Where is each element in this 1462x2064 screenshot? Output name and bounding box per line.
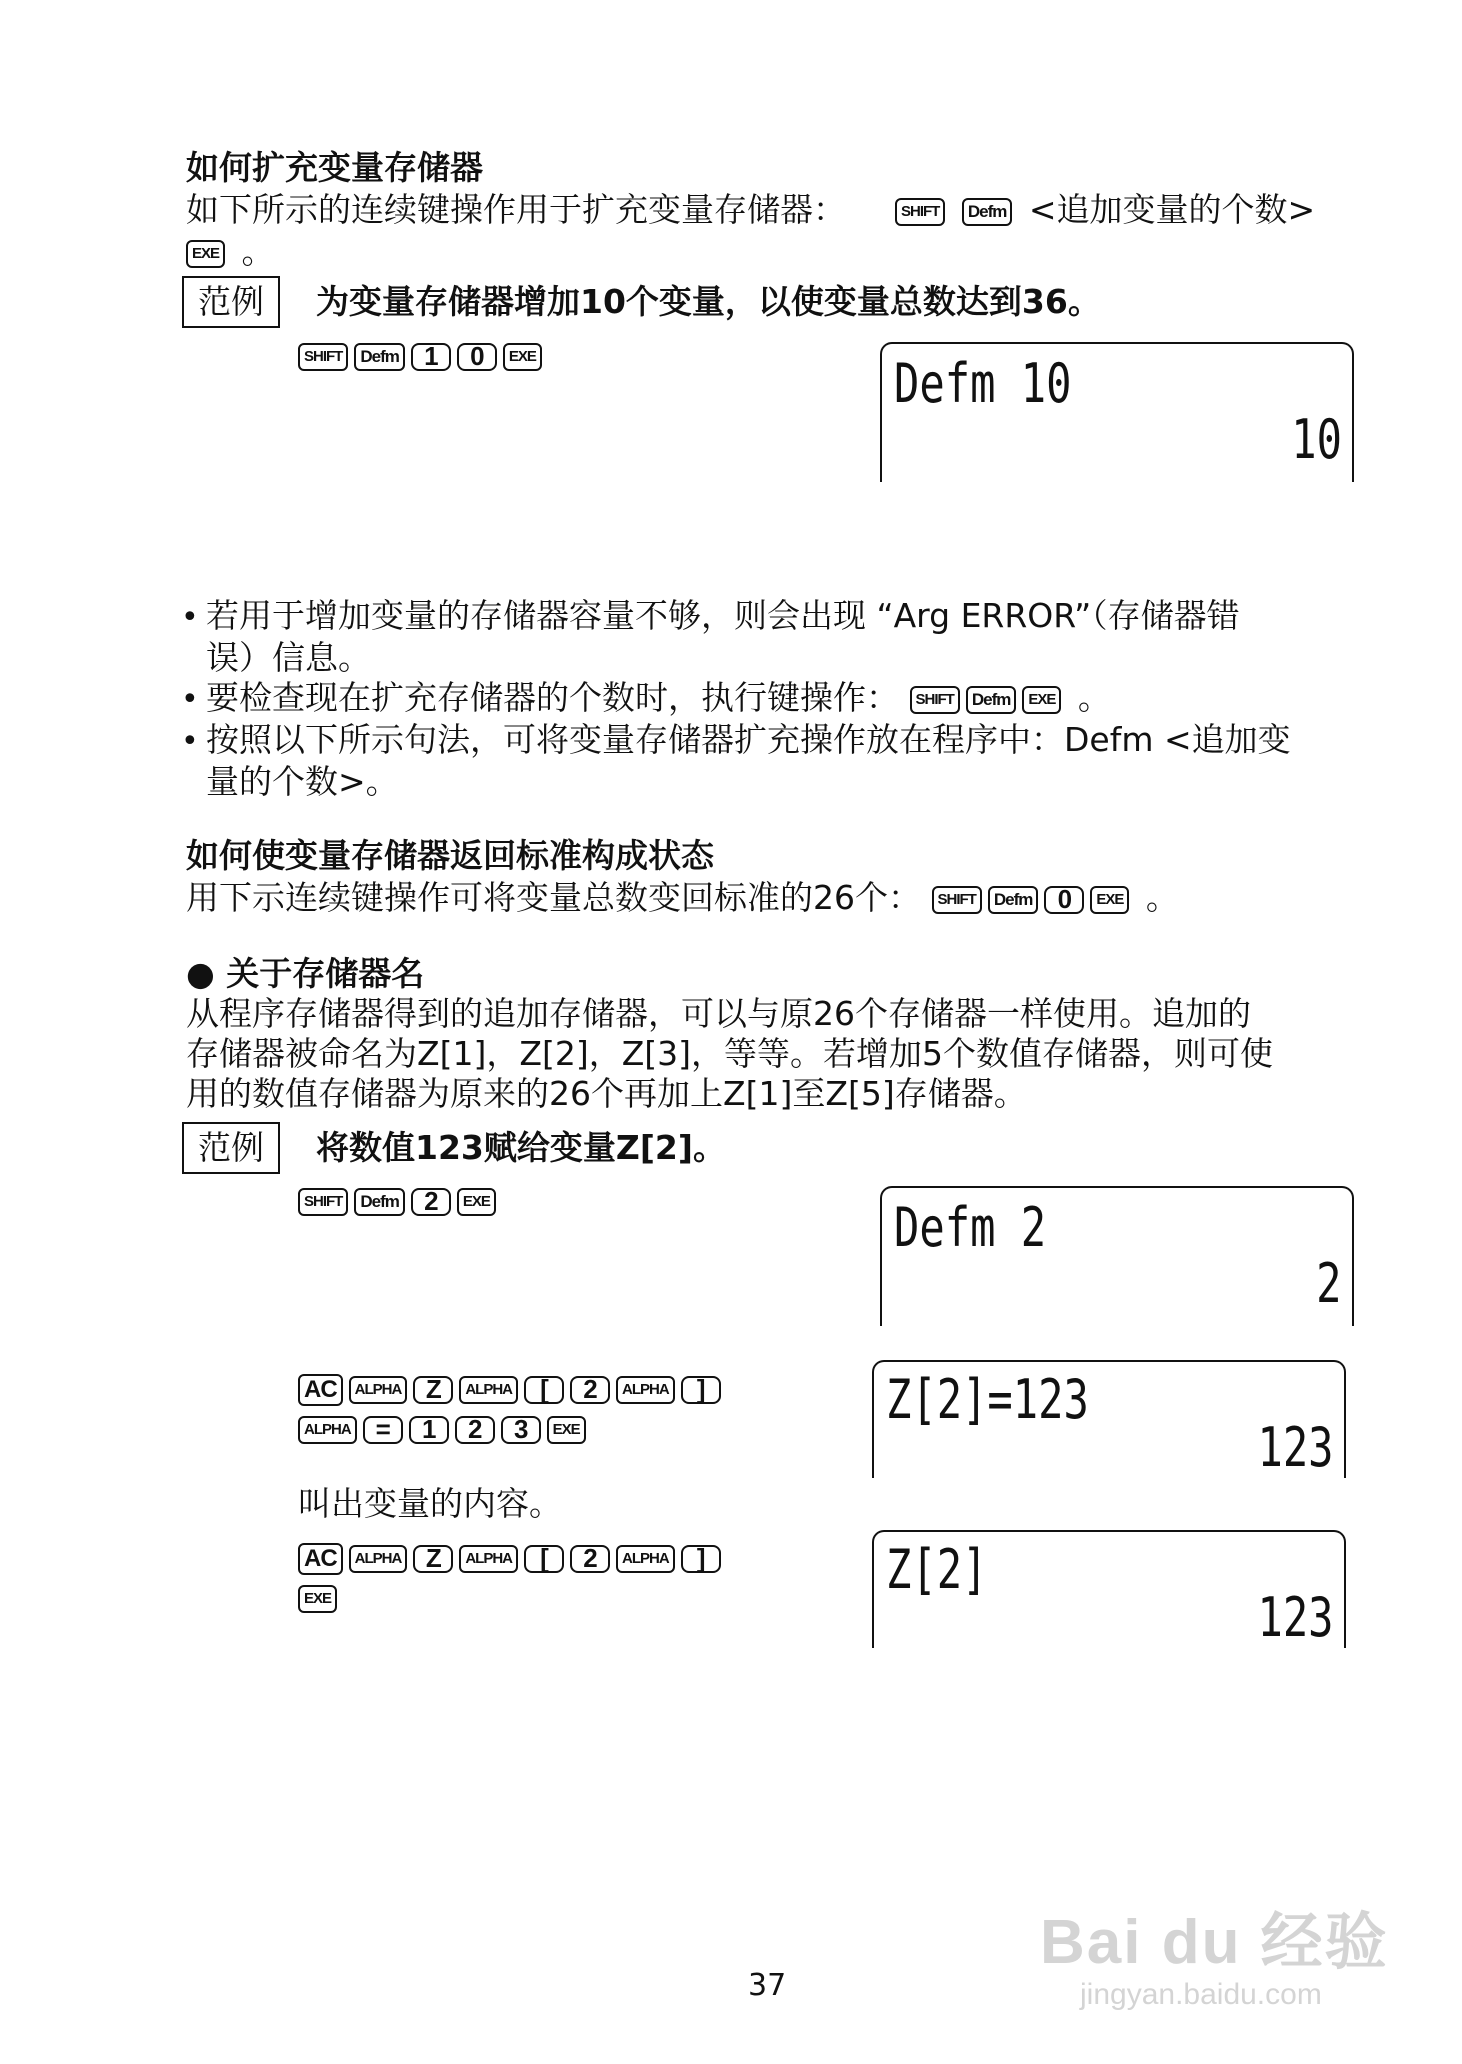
watermark-url: jingyan.baidu.com xyxy=(1080,1978,1322,2011)
display-input-line: Z[2]=123 xyxy=(886,1368,1089,1431)
intro-tail: <追加变量的个数> xyxy=(1028,190,1316,229)
note-1-line-2: 误）信息。 xyxy=(206,638,371,677)
note-3-line-2: 量的个数>。 xyxy=(206,762,399,801)
calculator-display xyxy=(872,1360,1346,1478)
reset-text-end: 。 xyxy=(1145,878,1179,917)
example-title: 将数值123赋给变量Z[2]。 xyxy=(316,1128,726,1167)
digit-1-key: 1 xyxy=(409,1416,449,1444)
left-bracket-key: [ xyxy=(524,1376,564,1404)
display-input-line: Z[2] xyxy=(886,1538,988,1601)
digit-2-key: 2 xyxy=(455,1416,495,1444)
section-heading-names xyxy=(186,954,424,994)
display-result: 123 xyxy=(1257,1586,1334,1649)
exe-key: EXE xyxy=(457,1188,496,1216)
exe-key: EXE xyxy=(503,343,542,371)
display-result: 2 xyxy=(1316,1252,1342,1315)
equals-key: = xyxy=(363,1416,403,1444)
right-bracket-key: ] xyxy=(681,1545,721,1573)
note-2-text: 要检查现在扩充存储器的个数时，执行键操作： xyxy=(206,678,899,717)
example-tag: 范例 xyxy=(182,1122,280,1174)
defm-key: Defm xyxy=(354,1188,405,1216)
page-number: 37 xyxy=(748,1968,787,2003)
display-result: 10 xyxy=(1291,408,1342,471)
exe-key: EXE xyxy=(1090,886,1129,914)
key-sequence-3 xyxy=(298,1369,727,1449)
key-sequence-1 xyxy=(298,343,548,371)
alpha-key: ALPHA xyxy=(298,1416,357,1444)
defm-key: Defm xyxy=(962,198,1013,226)
calculator-display xyxy=(880,342,1354,482)
intro-text: 如下所示的连续键操作用于扩充变量存储器： xyxy=(186,190,846,229)
alpha-key: ALPHA xyxy=(349,1376,408,1404)
section-heading-reset: 如何使变量存储器返回标准构成状态 xyxy=(186,836,714,875)
alpha-key: ALPHA xyxy=(459,1376,518,1404)
alpha-key: ALPHA xyxy=(616,1545,675,1573)
ac-key: AC xyxy=(298,1543,343,1575)
note-2 xyxy=(206,678,1111,718)
example-title: 为变量存储器增加10个变量，以使变量总数达到36。 xyxy=(316,282,1101,321)
shift-key: SHIFT xyxy=(298,343,348,371)
note-bullet: • xyxy=(181,724,199,759)
calculator-display xyxy=(880,1186,1354,1326)
z-key: Z xyxy=(413,1376,453,1404)
intro-line-2 xyxy=(186,232,275,272)
watermark-logo: Bai du 经验 xyxy=(1040,1908,1389,1977)
left-bracket-key: [ xyxy=(524,1545,564,1573)
reset-text xyxy=(186,878,1179,918)
z-key: Z xyxy=(413,1545,453,1573)
digit-3-key: 3 xyxy=(501,1416,541,1444)
digit-0-key: 0 xyxy=(457,343,497,371)
bullet-icon: ● xyxy=(186,954,215,993)
digit-2-key: 2 xyxy=(411,1188,451,1216)
display-input-line: Defm 10 xyxy=(894,352,1072,415)
shift-key: SHIFT xyxy=(895,198,945,226)
digit-2-key: 2 xyxy=(570,1376,610,1404)
note-1-line-1: 若用于增加变量的存储器容量不够，则会出现 “Arg ERROR”（存储器错 xyxy=(206,596,1240,635)
note-2-end: 。 xyxy=(1077,678,1111,717)
alpha-key: ALPHA xyxy=(616,1376,675,1404)
note-3-line-1: 按照以下所示句法，可将变量存储器扩充操作放在程序中：Defm <追加变 xyxy=(206,720,1291,759)
alpha-key: ALPHA xyxy=(459,1545,518,1573)
names-para-3: 用的数值存储器为原来的26个再加上Z[1]至Z[5]存储器。 xyxy=(186,1074,1027,1113)
intro-end: 。 xyxy=(241,232,275,271)
names-para-2: 存储器被命名为Z[1]，Z[2]，Z[3]，等等。若增加5个数值存储器，则可使 xyxy=(186,1034,1274,1073)
shift-key: SHIFT xyxy=(932,886,982,914)
exe-key: EXE xyxy=(1022,686,1061,714)
shift-key: SHIFT xyxy=(298,1188,348,1216)
exe-key: EXE xyxy=(186,240,225,268)
example-tag: 范例 xyxy=(182,276,280,328)
display-input-line: Defm 2 xyxy=(894,1196,1047,1259)
note-bullet: • xyxy=(181,682,199,717)
right-bracket-key: ] xyxy=(681,1376,721,1404)
digit-1-key: 1 xyxy=(411,343,451,371)
note-bullet: • xyxy=(181,600,199,635)
key-sequence-4 xyxy=(298,1538,727,1618)
recall-label: 叫出变量的内容。 xyxy=(298,1484,562,1523)
ac-key: AC xyxy=(298,1374,343,1406)
digit-2-key: 2 xyxy=(570,1545,610,1573)
reset-text-body: 用下示连续键操作可将变量总数变回标准的26个： xyxy=(186,878,921,917)
alpha-key: ALPHA xyxy=(349,1545,408,1573)
exe-key: EXE xyxy=(298,1585,337,1613)
names-heading: 关于存储器名 xyxy=(226,954,425,993)
calculator-display xyxy=(872,1530,1346,1648)
shift-key: SHIFT xyxy=(910,686,960,714)
defm-key: Defm xyxy=(354,343,405,371)
exe-key: EXE xyxy=(547,1416,586,1444)
display-result: 123 xyxy=(1257,1416,1334,1479)
key-sequence-2 xyxy=(298,1188,502,1216)
section-heading-expand: 如何扩充变量存储器 xyxy=(186,148,483,187)
defm-key: Defm xyxy=(988,886,1039,914)
defm-key: Defm xyxy=(966,686,1017,714)
digit-0-key: 0 xyxy=(1044,886,1084,914)
section-intro xyxy=(186,190,1315,230)
names-para-1: 从程序存储器得到的追加存储器，可以与原26个存储器一样使用。追加的 xyxy=(186,994,1251,1033)
